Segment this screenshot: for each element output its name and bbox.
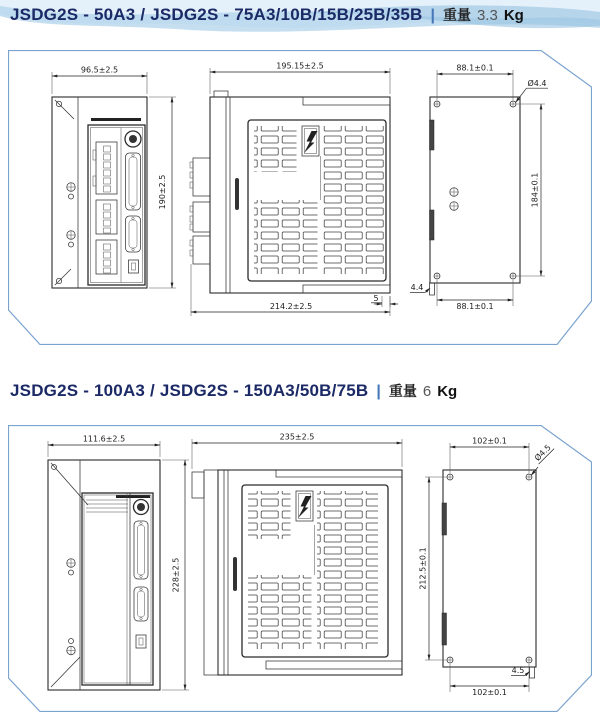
mounting-flange <box>530 667 535 678</box>
dim-rear-hole-diameter: Ø4.5 <box>532 442 553 463</box>
section2-header <box>10 381 457 401</box>
din-clip-slot <box>430 210 435 240</box>
dim-side-overall-depth: 214.2±2.5 <box>269 302 313 311</box>
dim-rear-hole-diameter: Ø4.4 <box>527 79 547 88</box>
dim-rear-hole-span-bottom: 88.1±0.1 <box>456 302 494 311</box>
model-title: JSDG2S - 50A3 / JSDG2S - 75A3/10B/15B/25B/35B <box>10 5 423 24</box>
dim-rear-hole-span-top: 102±0.1 <box>472 436 507 446</box>
weight-value: 6 <box>422 383 432 400</box>
dim-rear-flange-thickness: 4.5 <box>511 666 525 675</box>
section2-drawing <box>8 425 592 712</box>
dim-rear-hole-span-bottom: 102±0.1 <box>472 688 507 697</box>
dim-rear-hole-span-vertical: 184±0.1 <box>530 172 540 208</box>
section1-drawing-box <box>8 50 592 345</box>
din-clip-slot <box>430 120 435 150</box>
dim-rear-hole-diameter-group <box>531 441 554 464</box>
rear-view <box>410 64 548 312</box>
dim-rear-offset: 5 <box>373 294 379 303</box>
weight-unit: Kg <box>503 7 524 24</box>
dim-front-height: 190±2.5 <box>158 174 167 210</box>
side-view <box>190 62 398 317</box>
front-bezel-tab <box>192 472 204 498</box>
panel-seam <box>91 118 141 121</box>
side-view <box>192 433 402 676</box>
din-clip-slot <box>442 613 447 645</box>
weight-value: 3.3 <box>476 7 498 24</box>
front-view <box>52 66 176 289</box>
handle-slot <box>235 178 239 210</box>
dim-front-width: 111.6±2.5 <box>82 434 126 444</box>
mounting-flange <box>430 283 435 295</box>
section2-drawing-box <box>8 425 592 712</box>
section1-drawing <box>8 50 592 345</box>
title-separator: | <box>376 383 381 400</box>
dim-front-height: 228±2.5 <box>171 557 181 593</box>
rear-view <box>419 437 555 698</box>
din-clip-slot <box>442 503 447 535</box>
dim-side-depth: 235±2.5 <box>279 432 315 442</box>
dim-front-width: 96.5±2.5 <box>80 65 119 75</box>
handle-slot <box>233 557 237 591</box>
dim-rear-hole-span-vertical: 212.5±0.1 <box>418 547 428 590</box>
section1-header <box>10 5 524 25</box>
weight-label: 重量 <box>442 7 471 23</box>
weight-label: 重量 <box>388 383 417 399</box>
weight-unit: Kg <box>437 383 458 400</box>
front-view <box>48 435 189 691</box>
panel-seam <box>116 495 150 498</box>
dim-side-depth: 195.15±2.5 <box>276 61 324 71</box>
dim-rear-hole-span-top: 88.1±0.1 <box>456 63 494 73</box>
title-separator: | <box>430 7 435 24</box>
power-terminal-tabs <box>190 158 210 264</box>
dim-rear-flange-thickness: 4.4 <box>410 283 424 292</box>
model-title: JSDG2S - 100A3 / JSDG2S - 150A3/50B/75B <box>10 381 369 400</box>
